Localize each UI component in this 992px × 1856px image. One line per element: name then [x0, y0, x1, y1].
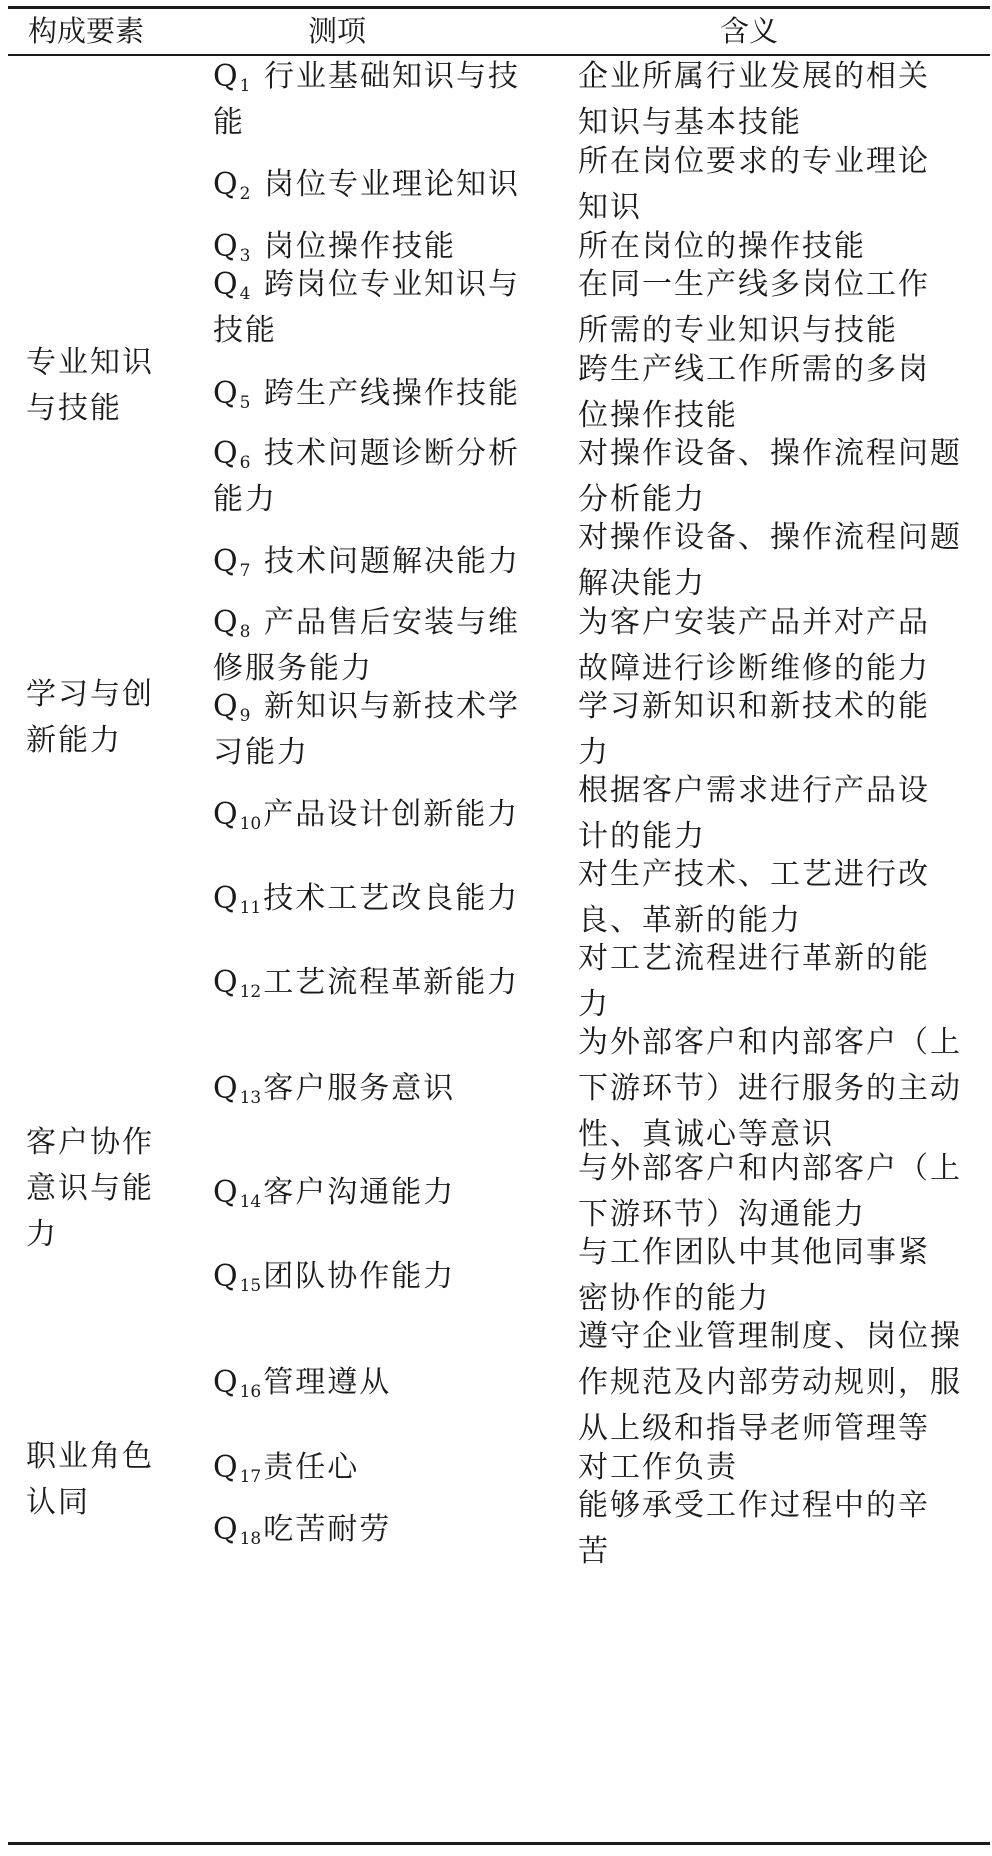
- item-q16-line-1: $Q_{16}$管理遵从: [213, 1365, 392, 1402]
- item-q4-line-1: $Q_4$ 跨岗位专业知识与: [213, 267, 520, 304]
- meaning-q7-line-1: 对操作设备、操作流程问题: [578, 520, 962, 555]
- category-3-line-3: 力: [26, 1217, 58, 1252]
- category-1-line-2: 与技能: [26, 391, 122, 426]
- meaning-q4-line-2: 所需的专业知识与技能: [578, 313, 898, 348]
- item-q2-line-1: $Q_2$ 岗位专业理论知识: [213, 167, 520, 204]
- category-3-line-1: 客户协作: [26, 1125, 154, 1160]
- item-q9-line-1: $Q_9$ 新知识与新技术学: [213, 689, 520, 726]
- meaning-q16-line-2: 作规范及内部劳动规则，服: [578, 1365, 962, 1400]
- meaning-q2-line-1: 所在岗位要求的专业理论: [578, 144, 930, 179]
- item-q9-line-2: 习能力: [213, 735, 309, 770]
- meaning-q13-line-3: 性、真诚心等意识: [578, 1117, 834, 1152]
- competency-table: [8, 0, 990, 1856]
- meaning-q15-line-2: 密协作的能力: [578, 1281, 770, 1316]
- item-q17-line-1: $Q_{17}$责任心: [213, 1450, 360, 1487]
- meaning-q17-line-1: 对工作负责: [578, 1450, 738, 1485]
- category-4-line-1: 职业角色: [26, 1439, 154, 1474]
- header-meaning: 含义: [720, 14, 779, 48]
- item-q6-line-2: 能力: [213, 482, 277, 517]
- item-q1-line-2: 能: [213, 105, 245, 140]
- meaning-q6-line-1: 对操作设备、操作流程问题: [578, 436, 962, 471]
- meaning-q16-line-1: 遵守企业管理制度、岗位操: [578, 1319, 962, 1354]
- meaning-q5-line-1: 跨生产线工作所需的多岗: [578, 352, 930, 387]
- meaning-q18-line-1: 能够承受工作过程中的辛: [578, 1488, 930, 1523]
- category-2-line-1: 学习与创: [26, 677, 154, 712]
- meaning-q10-line-2: 计的能力: [578, 819, 706, 854]
- meaning-q12-line-2: 力: [578, 987, 610, 1022]
- category-4-line-2: 认同: [26, 1485, 90, 1520]
- meaning-q8-line-2: 故障进行诊断维修的能力: [578, 651, 930, 686]
- item-q3-line-1: $Q_3$ 岗位操作技能: [213, 229, 456, 266]
- meaning-q1-line-2: 知识与基本技能: [578, 105, 802, 140]
- meaning-q18-line-2: 苦: [578, 1534, 610, 1569]
- category-2-line-2: 新能力: [26, 723, 122, 758]
- meaning-q2-line-2: 知识: [578, 190, 642, 225]
- category-1-line-1: 专业知识: [26, 345, 154, 380]
- item-q5-line-1: $Q_5$ 跨生产线操作技能: [213, 376, 520, 413]
- meaning-q11-line-1: 对生产技术、工艺进行改: [578, 857, 930, 892]
- meaning-q11-line-2: 良、革新的能力: [578, 903, 802, 938]
- meaning-q9-line-2: 力: [578, 735, 610, 770]
- item-q10-line-1: $Q_{10}$产品设计创新能力: [213, 797, 520, 834]
- item-q8-line-2: 修服务能力: [213, 651, 373, 686]
- item-q7-line-1: $Q_7$ 技术问题解决能力: [213, 544, 520, 581]
- item-q14-line-1: $Q_{14}$客户沟通能力: [213, 1175, 456, 1212]
- meaning-q14-line-2: 下游环节）沟通能力: [578, 1197, 866, 1232]
- meaning-q14-line-1: 与外部客户和内部客户（上: [578, 1151, 962, 1186]
- item-q4-line-2: 技能: [213, 313, 277, 348]
- item-q11-line-1: $Q_{11}$技术工艺改良能力: [213, 881, 520, 918]
- category-3-line-2: 意识与能: [26, 1171, 154, 1206]
- bottom-rule: [8, 1842, 990, 1845]
- item-q18-line-1: $Q_{18}$吃苦耐劳: [213, 1512, 392, 1549]
- meaning-q10-line-1: 根据客户需求进行产品设: [578, 773, 930, 808]
- meaning-q12-line-1: 对工艺流程进行革新的能: [578, 941, 930, 976]
- header-items: 测项: [308, 14, 367, 48]
- meaning-q15-line-1: 与工作团队中其他同事紧: [578, 1235, 930, 1270]
- item-q15-line-1: $Q_{15}$团队协作能力: [213, 1259, 456, 1296]
- top-rule: [8, 6, 990, 9]
- header-components: 构成要素: [28, 14, 145, 48]
- item-q13-line-1: $Q_{13}$客户服务意识: [213, 1071, 456, 1108]
- item-q6-line-1: $Q_6$ 技术问题诊断分析: [213, 436, 520, 473]
- meaning-q3-line-1: 所在岗位的操作技能: [578, 229, 866, 264]
- meaning-q6-line-2: 分析能力: [578, 482, 706, 517]
- item-q8-line-1: $Q_8$ 产品售后安装与维: [213, 605, 520, 642]
- meaning-q13-line-1: 为外部客户和内部客户（上: [578, 1025, 962, 1060]
- meaning-q4-line-1: 在同一生产线多岗位工作: [578, 267, 930, 302]
- meaning-q7-line-2: 解决能力: [578, 566, 706, 601]
- item-q12-line-1: $Q_{12}$工艺流程革新能力: [213, 965, 520, 1002]
- meaning-q8-line-1: 为客户安装产品并对产品: [578, 605, 930, 640]
- meaning-q5-line-2: 位操作技能: [578, 398, 738, 433]
- item-q1-line-1: $Q_1$ 行业基础知识与技: [213, 59, 520, 96]
- meaning-q9-line-1: 学习新知识和新技术的能: [578, 689, 930, 724]
- meaning-q16-line-3: 从上级和指导老师管理等: [578, 1411, 930, 1446]
- meaning-q13-line-2: 下游环节）进行服务的主动: [578, 1071, 962, 1106]
- meaning-q1-line-1: 企业所属行业发展的相关: [578, 59, 930, 94]
